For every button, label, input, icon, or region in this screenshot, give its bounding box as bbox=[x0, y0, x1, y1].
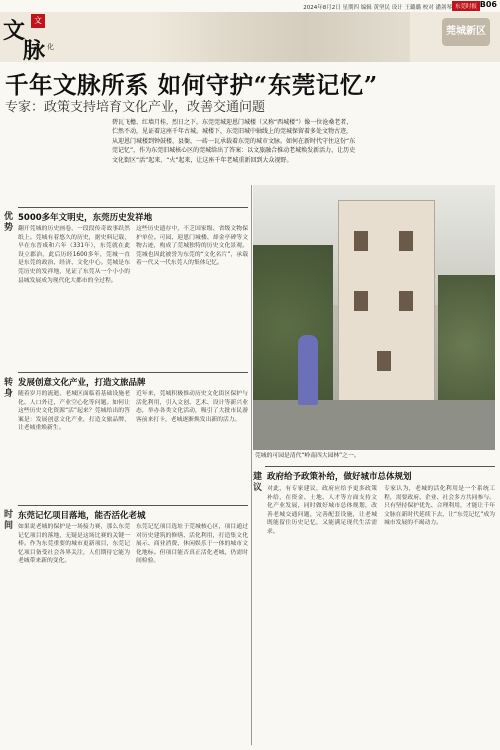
section-2-col-a: 随着岁月的流逝，老城区面临着基础设施老化、人口外迁、产业空心化等问题。如何让这些历史文化资源“活”起来？莞城给出的答案是：发展创意文化产业，打造文旅品牌，让老城重焕新生。 bbox=[18, 391, 130, 432]
column-divider bbox=[251, 185, 252, 745]
masthead-banner bbox=[0, 12, 500, 62]
section-3-col-b: 东莞记忆项目选址于莞城核心区，项目通过对历史建筑的修缮、活化利用，打造集文化展示、商业消费、休闲娱乐于一体的城市文化地标。但项目能否真正活化老城，仍需时间检验。 bbox=[136, 524, 248, 565]
section-title-4: 政府给予政策补给，做好城市总体规划 bbox=[267, 472, 412, 482]
logo-char-1: 文 bbox=[3, 18, 26, 44]
editor-tag: 东莞时报 bbox=[452, 1, 480, 11]
section-4-col-a: 对此，有专家建议，政府应给予更多政策补给，在资金、土地、人才等方面支持文化产业发展，同时做好城市总体规划，改善老城交通问题，完善配套设施，让老城既能留住历史记忆，又能满足现代生活需求。 bbox=[267, 486, 377, 535]
section-label-3: 时间 bbox=[4, 510, 14, 531]
section-rule bbox=[18, 505, 248, 506]
photo-person bbox=[298, 335, 318, 405]
tower-window bbox=[354, 231, 368, 251]
section-3-col-a: 如果说老城的保护是一场接力赛，那么东莞记忆项目的落地，无疑是这场比赛的关键一棒。作为东莞重要的城市更新项目，东莞记忆项目备受社会各界关注，人们期待它能为老城带来新的变化。 bbox=[18, 524, 130, 565]
section-label-4: 建议 bbox=[253, 472, 263, 493]
logo-subtitle: 化 bbox=[47, 43, 54, 51]
section-rule bbox=[18, 372, 248, 373]
section-title-3: 东莞记忆项目落地，能否活化老城 bbox=[18, 511, 146, 521]
photo-tower bbox=[338, 200, 435, 407]
garden-photo bbox=[253, 185, 495, 450]
photo-ground bbox=[253, 400, 495, 450]
section-label-2: 转身 bbox=[4, 378, 14, 399]
subheadline: 专家：政策支持培育文化产业，改善交通问题 bbox=[5, 100, 266, 115]
tower-window bbox=[354, 291, 368, 311]
section-label-1: 优势 bbox=[4, 212, 14, 233]
tower-window bbox=[377, 351, 391, 371]
issue-info: 2024年8月2日 星期四 编辑 黄坚民 设计 王璐璐 校对 潘剑琴 bbox=[303, 5, 452, 11]
section-title-1: 5000多年文明史，东莞历史发祥地 bbox=[18, 213, 153, 223]
tower-window bbox=[399, 291, 413, 311]
page-number: B06 bbox=[479, 0, 497, 9]
section-title-2: 发展创意文化产业，打造文旅品牌 bbox=[18, 378, 146, 388]
page-header bbox=[0, 0, 500, 12]
section-2-col-b: 近年来，莞城积极推动历史文化街区保护与活化利用，引入文创、艺术、设计等新兴业态，举办各类文化活动，吸引了大批市民游客前来打卡，老城逐渐焕发出新的活力。 bbox=[136, 391, 248, 423]
photo-caption: 莞城的可园是清代“岭南四大园林”之一。 bbox=[255, 453, 360, 459]
section-rule bbox=[265, 466, 495, 467]
headline: 千年文脉所系 如何守护“东莞记忆” bbox=[5, 71, 378, 99]
ink-wash-decoration bbox=[150, 12, 410, 62]
intro-paragraph: 碧瓦飞檐、红墙月桂、烈日之下，东莞莞城迎恩门城楼（又称“西城楼”）像一位沧桑老者，伫然不动，见证着这座千年古城。城楼下，东莞旧城中轴线上的莞城保留着多处文物古迹，从迎恩门城楼到钟鼓楼、县衙，一砖一瓦承载着东莞的城市文脉。如何在新时代守住这份“东莞记忆”，作为东莞旧城核心区的莞城给出了答案：以文旅融合推动老城焕发新活力，让历史文化街区“活”起来、“火”起来，让这座千年老城重新回到大众视野。 bbox=[112, 119, 356, 164]
section-badge: 莞城新区 bbox=[442, 18, 490, 46]
section-4-col-b: 专家认为，老城的活化利用是一个系统工程，需要政府、企业、社会多方共同参与。只有坚持保护优先、合理利用，才能让千年文脉在新时代延续下去，让“东莞记忆”成为城市发展的不竭动力。 bbox=[384, 486, 495, 527]
section-1-col-b: 这些历史遗存中，不乏国家级、省级文物保护单位。可园、迎恩门城楼、却金亭碑等文物古迹，构成了莞城独特的历史文化景观。莞城也因此被誉为东莞的“文化名片”，承载着一代又一代东莞人的集体记忆。 bbox=[136, 226, 248, 267]
logo-red-seal: 文 bbox=[31, 14, 45, 28]
section-rule bbox=[18, 207, 248, 208]
logo-char-2: 脉 bbox=[23, 38, 46, 64]
column-logo bbox=[3, 14, 63, 64]
section-1-col-a: 翻开莞城的历史画卷，一段段传奇故事跃然纸上。莞城有着悠久的历史，据史料记载，早在东晋咸和六年（331年），东莞就在此设立郡治，此后历经1600多年，莞城一直是东莞的政治、经济、文化中心。莞城是东莞历史的发祥地，见证了东莞从一个小小的县城发展成为现代化大都市的全过程。 bbox=[18, 226, 130, 284]
tower-window bbox=[399, 231, 413, 251]
